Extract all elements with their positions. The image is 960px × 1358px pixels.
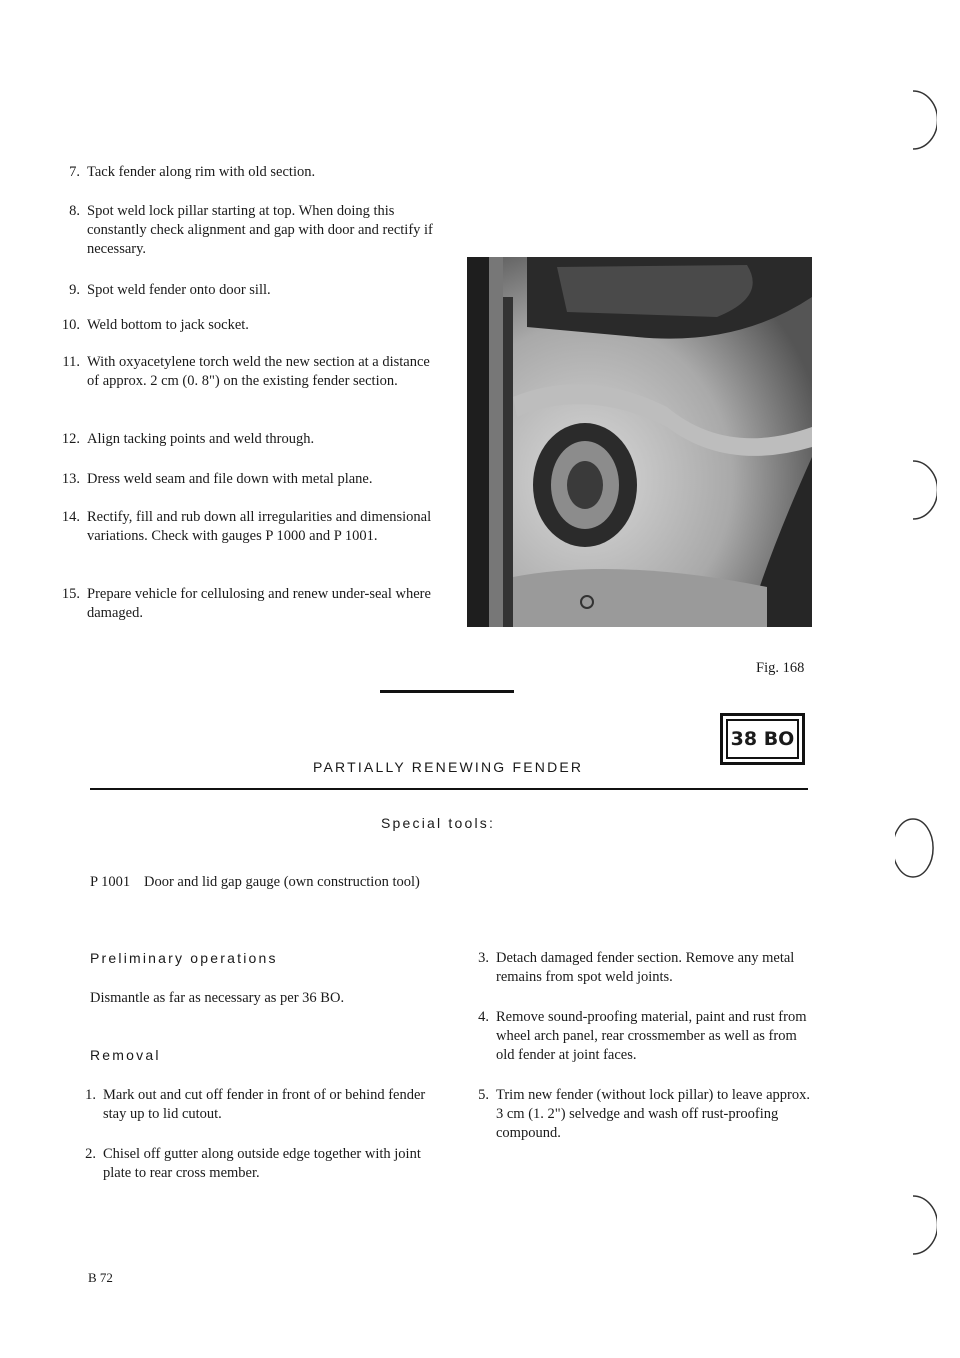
section-title: PARTIALLY RENEWING FENDER [313,759,584,775]
step-4: 4. Remove sound-proofing material, paint and rust from wheel arch panel, rear crossmember as well as from old fender at joint faces. [478,1009,807,1063]
preliminary-heading: Preliminary operations [90,950,278,966]
section-rule [90,788,808,790]
figure-caption: Fig. 168 [756,660,805,676]
special-tool-entry [90,873,440,892]
binder-hole-icon [905,455,937,525]
step-15: 15. Prepare vehicle for cellulosing and renew under-seal where damaged. [61,586,431,621]
binder-hole-icon [895,813,935,883]
step-14: 14. Rectify, fill and rub down all irregularities and dimensional variations. Check with gauges P 1000 and P 1001. [61,509,432,544]
page-number: B 72 [88,1270,113,1285]
tool-description: Door and lid gap gauge (own construction tool) [144,874,420,890]
section-divider [380,690,514,693]
step-3: 3. Detach damaged fender section. Remove any metal remains from spot weld joints. [478,950,795,985]
binder-hole-icon [905,85,937,155]
removal-step-1: 1. Mark out and cut off fender in front of or behind fender stay up to lid cutout. [85,1087,426,1122]
step-10: 10. Weld bottom to jack socket. [61,317,249,333]
preliminary-text: Dismantle as far as necessary as per 36 BO. [90,990,345,1006]
fig-168-photo [467,257,812,627]
step-11: 11. With oxyacetylene torch weld the new section at a distance of approx. 2 cm (0. 8") on the existing fender section. [62,354,430,389]
step-9: 9. Spot weld fender onto door sill. [69,282,271,298]
section-code-badge: 38 BO [720,713,805,765]
step-7: 7. Tack fender along rim with old section. [69,164,316,180]
step-5: 5. Trim new fender (without lock pillar) to leave approx. 3 cm (1. 2") selvedge and wash off rust-proofing compound. [478,1087,810,1141]
binder-hole-icon [905,1190,937,1260]
tool-code: P 1001 [90,874,131,890]
step-12: 12. Align tacking points and weld through. [61,431,315,447]
step-8: 8. Spot weld lock pillar starting at top. When doing this constantly check alignment and gap with door and rectify if necessary. [69,203,433,257]
special-tools-heading: Special tools: [381,815,496,831]
removal-step-2: 2. Chisel off gutter along outside edge together with joint plate to rear cross member. [85,1146,421,1181]
step-13: 13. Dress weld seam and file down with metal plane. [61,471,373,487]
removal-heading: Removal [90,1047,161,1063]
